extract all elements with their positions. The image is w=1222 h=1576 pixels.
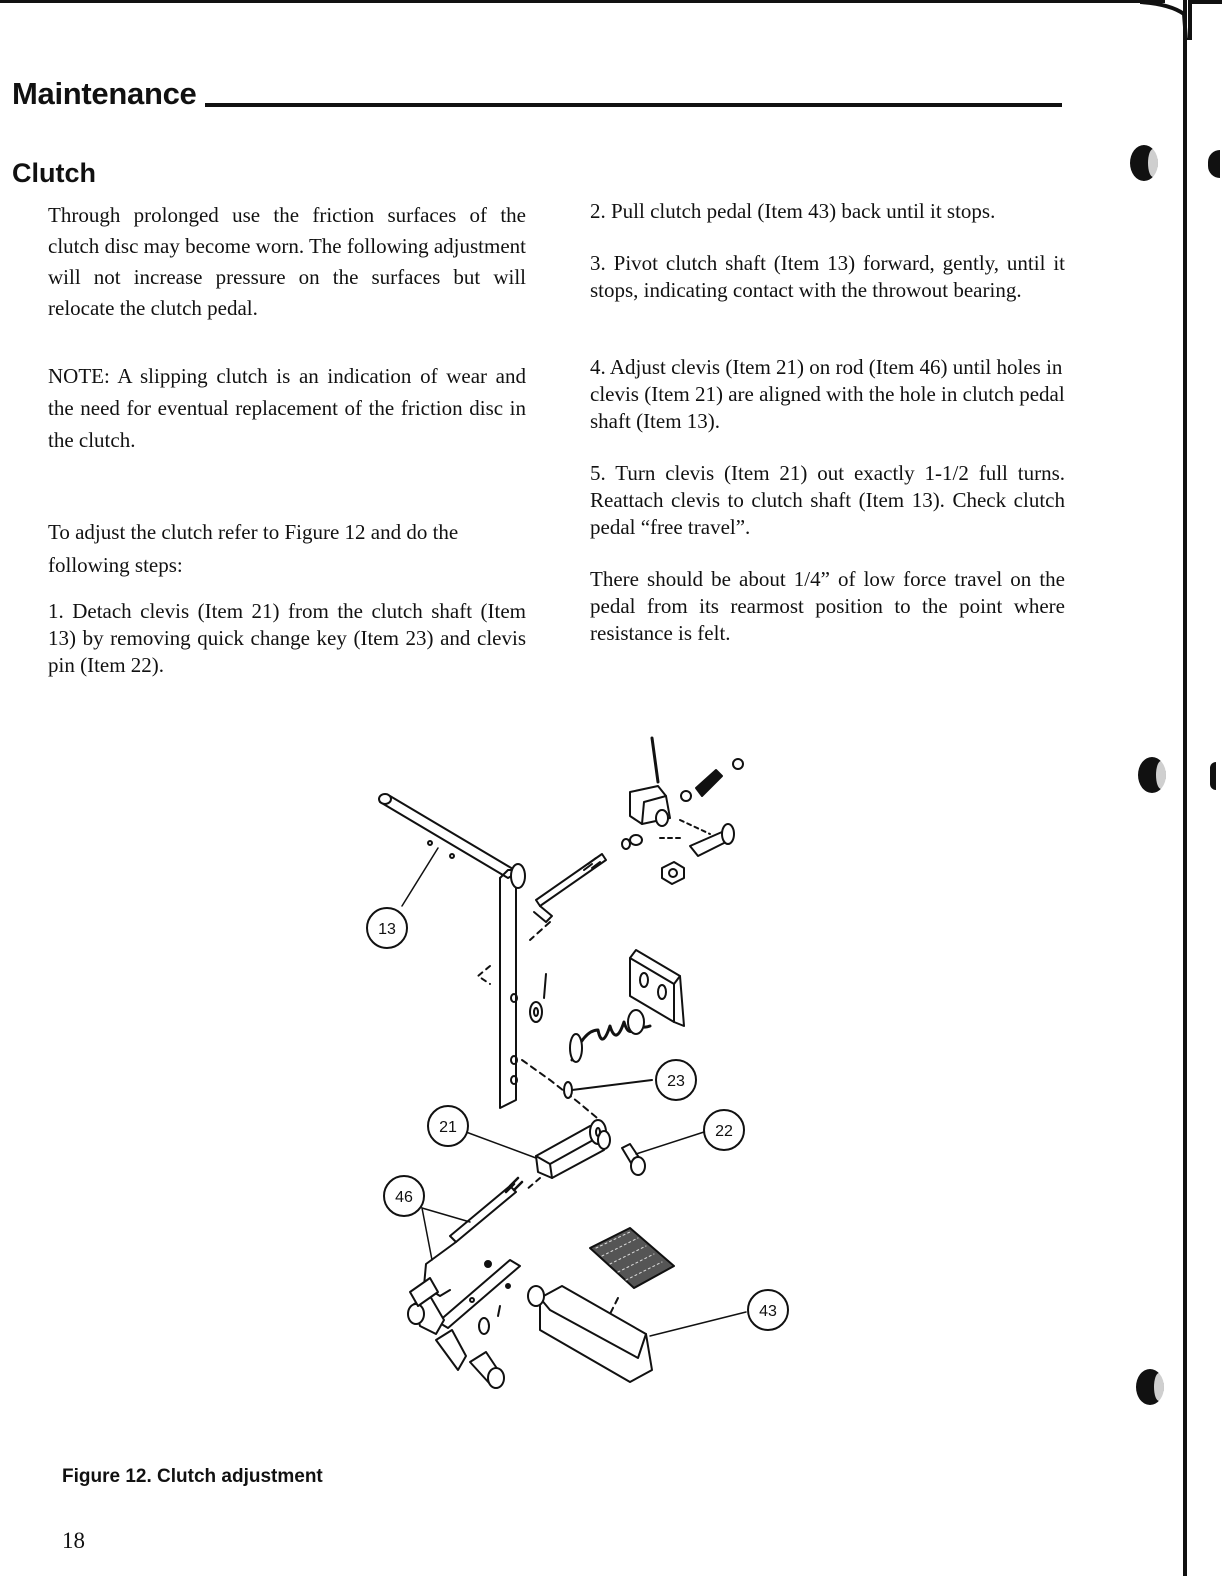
clevis-pin-part <box>622 1144 645 1175</box>
step-3: 3. Pivot clutch shaft (Item 13) forward, gently, until it stops, indicating contact with the throwout bearing. <box>590 251 1065 302</box>
top-page-rule <box>0 0 1165 3</box>
callout-46-label: 46 <box>395 1189 413 1206</box>
figure-caption: Figure 12. Clutch adjustment <box>62 1466 323 1487</box>
free-travel-note: There should be about 1/4” of low force travel on the pedal from its rearmost position to the point where resistance is felt. <box>590 567 1065 645</box>
section-title-rule <box>205 103 1062 107</box>
callout-23-label: 23 <box>667 1073 685 1090</box>
spring-part <box>570 1010 650 1062</box>
clevis-part <box>536 1120 610 1178</box>
step-4: 4. Adjust clevis (Item 21) on rod (Item 46) until holes in clevis (Item 21) are aligned with the hole in clutch pedal shaft (Item 13). <box>590 355 1065 433</box>
callout-21-label: 21 <box>439 1119 457 1136</box>
callout-22-label: 22 <box>715 1123 733 1140</box>
adjust-intro-paragraph: To adjust the clutch refer to Figure 12 and do the following steps: <box>48 520 459 577</box>
note-paragraph: NOTE: A slipping clutch is an indication of wear and the need for eventual replacement of the friction disc in the clutch. <box>48 364 526 452</box>
cotter-pin-part <box>530 974 546 1022</box>
clutch-adjustment-diagram <box>340 730 810 1410</box>
callout-21 <box>428 1106 536 1158</box>
callout-23 <box>656 1060 696 1100</box>
section-title: Maintenance <box>12 76 197 111</box>
callout-13-label: 13 <box>378 921 396 938</box>
step-2: 2. Pull clutch pedal (Item 43) back until it stops. <box>590 199 996 223</box>
upper-rod-part <box>534 854 606 922</box>
callout-43 <box>650 1290 788 1336</box>
rod-part <box>424 1178 540 1296</box>
binder-hole-edge-icon <box>1210 762 1216 790</box>
bracket-part <box>622 738 743 884</box>
step-5: 5. Turn clevis (Item 21) out exactly 1-1/2 full turns. Reattach clevis to clutch shaft (Item 13). Check clutch pedal “free travel”. <box>590 461 1065 539</box>
subsection-title: Clutch <box>12 158 96 188</box>
binder-hole-icon <box>1126 142 1160 184</box>
callout-46 <box>384 1176 470 1260</box>
quick-change-key-part <box>564 1080 652 1098</box>
callout-13 <box>367 848 438 948</box>
callout-22 <box>636 1110 744 1154</box>
binder-hole-icon <box>1132 1366 1166 1408</box>
binder-corner-mark <box>1140 0 1222 40</box>
binder-edge <box>1183 0 1187 1576</box>
page-number: 18 <box>62 1528 85 1553</box>
step-1: 1. Detach clevis (Item 21) from the clutch shaft (Item 13) by removing quick change key (Item 23) and clevis pin (Item 22). <box>48 599 526 677</box>
callout-43-label: 43 <box>759 1303 777 1320</box>
intro-paragraph: Through prolonged use the friction surfaces of the clutch disc may become worn. The following adjustment will not increase pressure on the surfaces but will relocate the clutch pedal. <box>48 203 526 320</box>
binder-hole-edge-icon <box>1208 150 1220 178</box>
clutch-shaft-part <box>379 794 525 1108</box>
clutch-pedal-part <box>528 1228 674 1382</box>
binder-hole-icon <box>1134 754 1168 796</box>
